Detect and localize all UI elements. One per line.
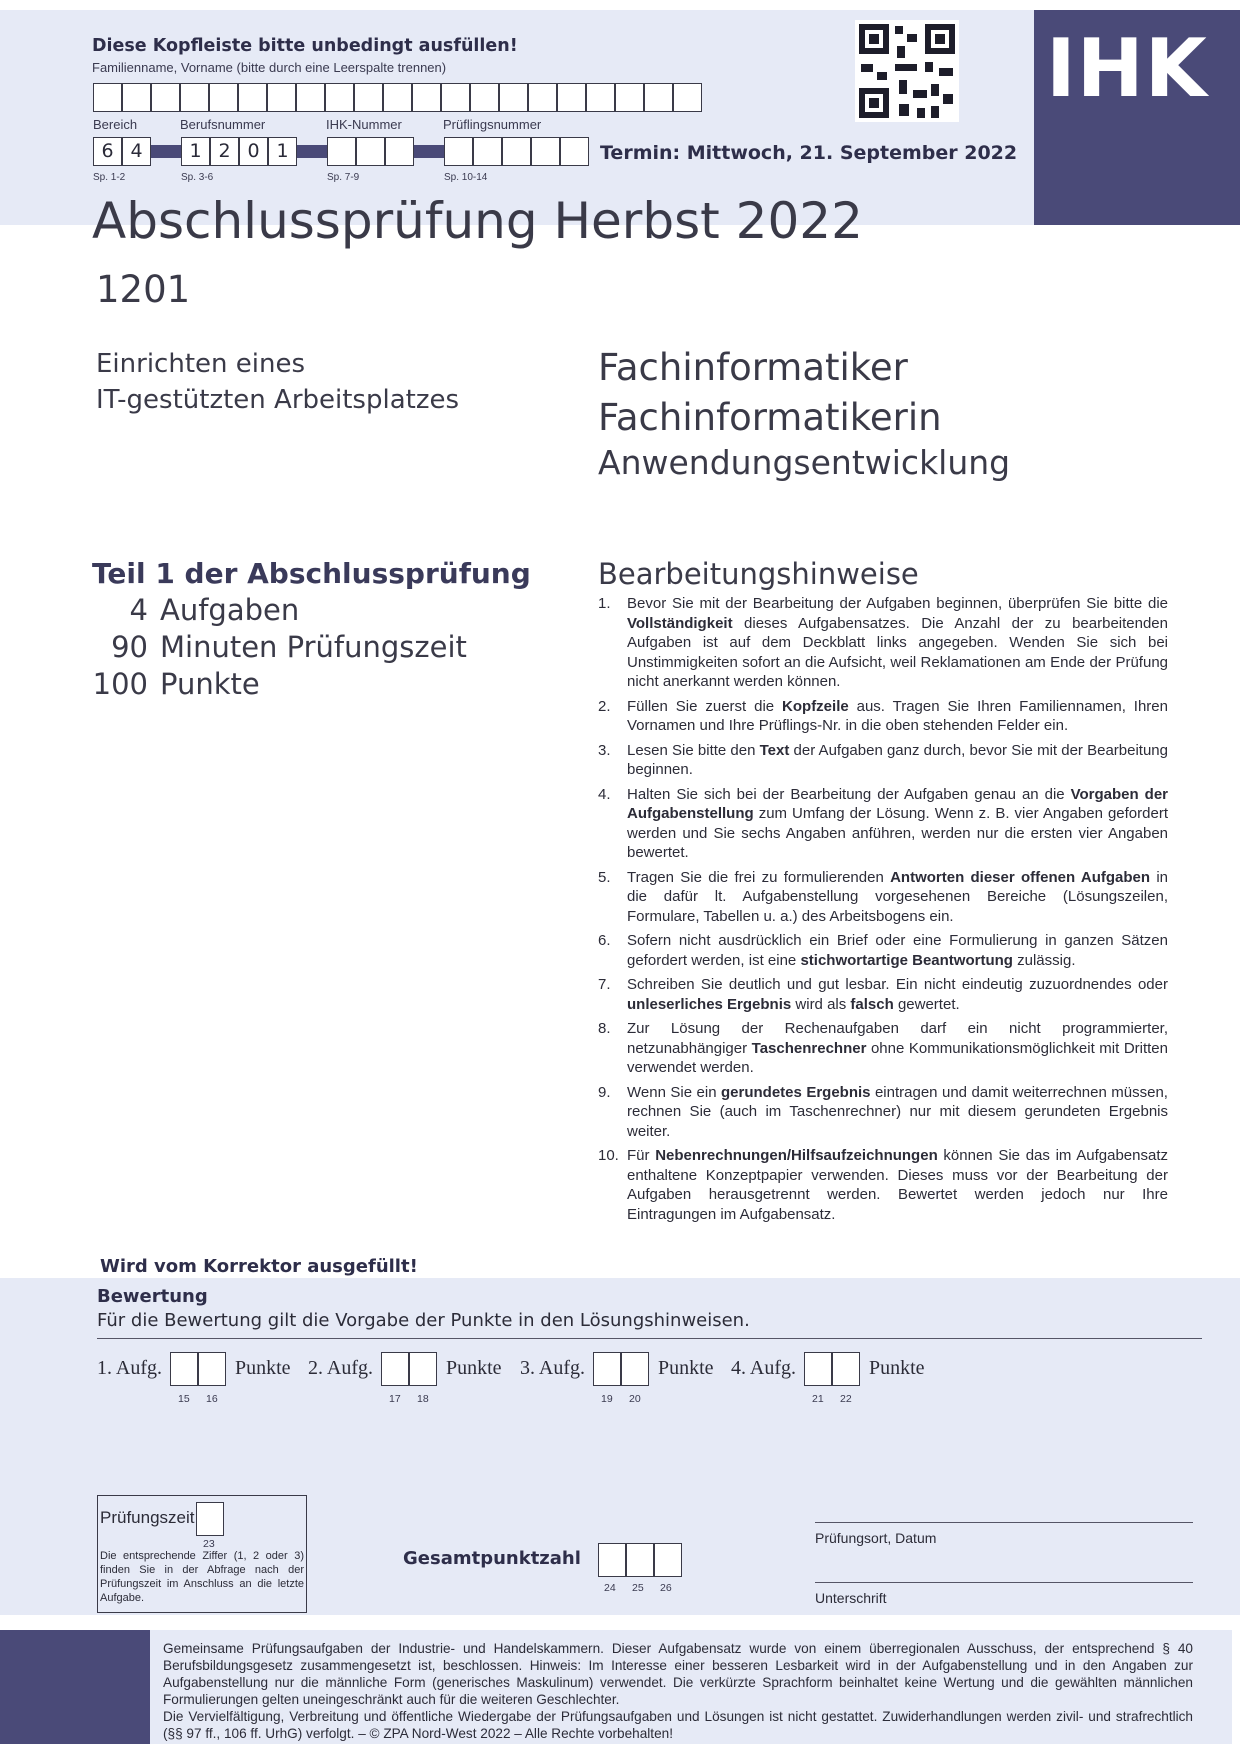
aufgabe-label: 1. Aufg. [97, 1357, 162, 1379]
ihk-nummer-label: IHK-Nummer [326, 117, 402, 132]
unterschrift-line[interactable] [815, 1582, 1193, 1583]
beruf-digit-1: 1 [181, 137, 210, 166]
ihk-digit-1[interactable] [327, 137, 356, 166]
hinweis-number: 2. [598, 697, 611, 715]
bereich-digit-2: 4 [122, 137, 151, 166]
punkte-label: Punkte [235, 1357, 291, 1379]
aufgabe-score-box[interactable] [381, 1352, 409, 1386]
hinweis-emphasis: Kopfzeile [782, 697, 849, 715]
hinweis-text: wird als [791, 995, 851, 1013]
gesamt-col-2: 25 [632, 1582, 644, 1594]
hinweis-text: ohne Kommunikationsmöglichkeit mit Dritten verwendet werden. [627, 1039, 1168, 1076]
gesamt-col-3: 26 [660, 1582, 672, 1594]
hinweis-text: gewertet. [893, 995, 960, 1013]
name-letter-box[interactable] [151, 83, 180, 112]
hinweis-text: der Aufgaben ganz durch, bevor Sie mit der Bearbeitung beginnen. [627, 741, 1168, 778]
name-letter-box[interactable] [180, 83, 209, 112]
hinweis-text: zum Umfang der Lösung. Wenn z. B. vier Angaben gefordert werden und Sie sechs Angaben anführen, werden nur die ersten vier Angaben bewertet. [627, 805, 1168, 861]
bereich-digit-1: 6 [93, 137, 122, 166]
hinweis-number: 9. [598, 1083, 611, 1101]
pruefling-digit-3[interactable] [502, 137, 531, 166]
hinweis-emphasis: Vollständigkeit [627, 614, 733, 632]
name-letter-box[interactable] [354, 83, 383, 112]
bewertung-note: Für die Bewertung gilt die Vorgabe der Punkte in den Lösungshinweisen. [97, 1310, 750, 1331]
hinweis-item [598, 1146, 1168, 1224]
hinweis-emphasis: falsch [850, 995, 894, 1013]
separator-bar [297, 145, 327, 158]
hinweis-number: 8. [598, 1020, 611, 1037]
ihk-digit-2[interactable] [356, 137, 385, 166]
hinweis-text: Lesen Sie bitte den [627, 741, 760, 759]
hinweis-text: eintragen und damit weiterrechnen müssen, rechnen Sie (auch im Taschenrechner) nur mit diesem gerundeten Ergebnis weiter. [627, 1083, 1168, 1140]
footer-accent [0, 1630, 150, 1744]
name-letter-box[interactable] [586, 83, 615, 112]
hinweis-number: 1. [598, 595, 611, 612]
name-letter-box[interactable] [441, 83, 470, 112]
name-letter-box[interactable] [412, 83, 441, 112]
name-label: Familienname, Vorname (bitte durch eine Leerspalte trennen) [92, 60, 447, 75]
separator-bar [414, 145, 444, 158]
sp-ihk: Sp. 7-9 [327, 172, 360, 183]
name-letter-box[interactable] [557, 83, 586, 112]
termin-date: Termin: Mittwoch, 21. September 2022 [600, 142, 1018, 164]
footer-line-1: Gemeinsame Prüfungsaufgaben der Industrie- und Handelskammern. Dieser Aufgabensatz wurde von einem überregionalen Ausschuss, der entsprechend § 40 Berufsbildungsgesetz zusammengesetzt ist, beschlossen. Hinweis: Im Interesse einer besseren Lesbarkeit wird in der Aufgabenstellung und in den Angaben zur Aufgabenstellung nur die männliche Form (generisches Maskulinum) verwendet. Die verkürzte Sprachform beinhaltet keine Wertung und die gewählten männlichen Formulierungen gelten uneingeschränkt auch für die weiteren Geschlechter. [163, 1641, 1193, 1707]
hinweis-text: Sofern nicht ausdrücklich ein Brief oder eine Formulierung in ganzen Sätzen gefordert werden, ist eine [627, 932, 1168, 969]
teil-text-punkte: Punkte [160, 667, 260, 701]
punkte-label: Punkte [446, 1357, 502, 1379]
hinweis-emphasis: stichwortartige Beantwortung [800, 951, 1013, 969]
job-title-female: Fachinformatikerin [598, 396, 942, 439]
pruefling-digit-1[interactable] [444, 137, 473, 166]
ort-datum-label: Prüfungsort, Datum [815, 1530, 937, 1546]
pruefling-digit-2[interactable] [473, 137, 502, 166]
name-letter-box[interactable] [325, 83, 354, 112]
name-letter-box[interactable] [267, 83, 296, 112]
teil-count-minuten: 90 [111, 630, 148, 664]
teil-count-punkte: 100 [92, 667, 148, 701]
aufgabe-score-box[interactable] [832, 1352, 860, 1386]
ort-datum-line[interactable] [815, 1522, 1193, 1523]
hinweis-text: Für [627, 1147, 656, 1164]
hinweis-emphasis: Taschenrechner [751, 1039, 867, 1057]
aufgabe-col-number: 18 [417, 1393, 429, 1405]
kopfleiste-title: Diese Kopfleiste bitte unbedingt ausfüllen! [92, 36, 518, 56]
pruefungszeit-col: 23 [203, 1538, 215, 1550]
hinweis-number: 4. [598, 785, 611, 803]
hinweis-number: 5. [598, 868, 611, 886]
teil-title: Teil 1 der Abschlussprüfung [92, 557, 531, 590]
footer-line-2: Die Vervielfältigung, Verbreitung und öffentliche Wiedergabe der Prüfungsaufgaben und Lösungen ist nicht gestattet. Zuwiderhandlungen werden zivil- und strafrechtlich (§§ 97 ff., 106 ff. UrhG) verfolgt. – © ZPA Nord-West 2022 – Alle Rechte vorbehalten! [163, 1709, 1193, 1741]
hinweis-item [598, 975, 1168, 1014]
name-letter-box[interactable] [528, 83, 557, 112]
aufgabe-col-number: 21 [812, 1393, 824, 1405]
hinweis-text: Füllen Sie zuerst die [627, 697, 783, 715]
hinweis-emphasis: Text [759, 741, 790, 759]
hinweis-item [598, 1019, 1168, 1078]
ihk-logo [1034, 10, 1240, 225]
hinweis-number: 7. [598, 976, 611, 993]
punkte-label: Punkte [869, 1357, 925, 1379]
teil-text-aufgaben: Aufgaben [160, 593, 300, 627]
sp-beruf: Sp. 3-6 [181, 172, 214, 183]
ihk-digit-3[interactable] [385, 137, 414, 166]
hinweis-text: Wenn Sie ein [627, 1083, 721, 1101]
name-letter-box[interactable] [615, 83, 644, 112]
exam-subject-line-1: Einrichten eines [96, 349, 305, 379]
hinweis-emphasis: unleserliches Ergebnis [627, 995, 792, 1013]
page-title: Abschlussprüfung Herbst 2022 [92, 192, 863, 250]
aufgabe-col-number: 22 [840, 1393, 852, 1405]
pruefungszeit-label: Prüfungszeit [100, 1508, 195, 1527]
gesamtpunktzahl-label: Gesamtpunktzahl [403, 1548, 581, 1569]
bewertung-title: Bewertung [97, 1286, 208, 1307]
aufgabe-score-box[interactable] [409, 1352, 437, 1386]
hinweis-item [598, 868, 1168, 927]
hinweise-title: Bearbeitungshinweise [598, 557, 919, 591]
name-letter-box[interactable] [470, 83, 499, 112]
aufgabe-score-box[interactable] [170, 1352, 198, 1386]
aufgabe-col-number: 15 [178, 1393, 190, 1405]
unterschrift-label: Unterschrift [815, 1590, 887, 1606]
hinweis-text: Bevor Sie mit der Bearbeitung der Aufgaben beginnen, überprüfen Sie bitte die [627, 595, 1168, 612]
pruefling-label: Prüflingsnummer [443, 117, 542, 132]
hinweis-item [598, 1083, 1168, 1142]
name-letter-box[interactable] [644, 83, 673, 112]
aufgabe-label: 2. Aufg. [308, 1357, 373, 1379]
job-title-block [598, 343, 1010, 483]
bereich-label: Bereich [93, 117, 138, 132]
hinweis-number: 3. [598, 741, 611, 759]
hinweis-emphasis: gerundetes Ergebnis [721, 1083, 871, 1101]
hinweis-emphasis: Antworten dieser offenen Aufgaben [890, 868, 1151, 886]
hinweis-text: aus. Tragen Sie Ihren Familiennamen, Ihren Vornamen und Ihre Prüflings-Nr. in die oben stehenden Felder ein. [627, 697, 1168, 734]
name-letter-box[interactable] [238, 83, 267, 112]
aufgabe-col-number: 19 [601, 1393, 613, 1405]
sp-pruefling: Sp. 10-14 [444, 172, 488, 183]
hinweis-text: Zur Lösung der Rechenaufgaben darf ein nicht programmierter, netzunabhängiger [627, 1020, 1168, 1057]
hinweise-list [598, 594, 1168, 1229]
aufgabe-label: 3. Aufg. [520, 1357, 585, 1379]
pruefling-digit-5[interactable] [560, 137, 589, 166]
name-letter-box[interactable] [673, 83, 702, 112]
aufgabe-col-number: 16 [206, 1393, 218, 1405]
punkte-label: Punkte [658, 1357, 714, 1379]
qr-code-icon [855, 20, 959, 122]
hinweis-text: dieses Aufgabensatzes. Die Anzahl der zu bearbeitenden Aufgaben ist auf dem Deckblatt links angegeben. Wenden Sie sich bei Unstimmigkeiten sofort an die Aufsicht, weil Reklamationen am Ende der Prüfung nicht anerkannt werden können. [627, 614, 1168, 690]
beruf-digit-4: 1 [268, 137, 297, 166]
hinweis-text: Schreiben Sie deutlich und gut lesbar. Ein nicht eindeutig zuzuordnendes oder [627, 976, 1168, 993]
hinweis-text: Halten Sie sich bei der Bearbeitung der Aufgaben genau an die [627, 785, 1071, 803]
name-letter-box[interactable] [296, 83, 325, 112]
hinweis-text: in die dafür lt. Aufgabenstellung vorgesehenen Bereiche (Lösungszeilen, Formulare, Tabellen u. a.) des Arbeitsbogens ein. [627, 868, 1169, 925]
hinweis-text: Tragen Sie die frei zu formulierenden [627, 868, 891, 886]
exam-code: 1201 [96, 268, 191, 311]
aufgabe-score-box[interactable] [198, 1352, 226, 1386]
aufgabe-col-number: 17 [389, 1393, 401, 1405]
name-letter-box[interactable] [209, 83, 238, 112]
hinweis-item [598, 931, 1168, 970]
name-letter-box[interactable] [122, 83, 151, 112]
gesamt-col-1: 24 [604, 1582, 616, 1594]
hinweis-emphasis: Nebenrechnungen/Hilfsaufzeichnungen [655, 1147, 938, 1164]
job-specialization: Anwendungsentwicklung [598, 443, 1011, 482]
ihk-logo-text: IHK [1046, 22, 1208, 115]
hinweis-number: 6. [598, 932, 611, 949]
pruefling-digit-4[interactable] [531, 137, 560, 166]
sp-bereich: Sp. 1-2 [93, 172, 126, 183]
gesamt-box-1[interactable] [598, 1543, 626, 1577]
hinweis-number: 10. [598, 1147, 619, 1164]
footer-legal [163, 1640, 1193, 1742]
exam-subject [96, 346, 459, 418]
korrektor-note: Wird vom Korrektor ausgefüllt! [100, 1256, 418, 1277]
aufgabe-label: 4. Aufg. [731, 1357, 796, 1379]
pruefungszeit-box[interactable] [196, 1502, 224, 1536]
hinweis-item [598, 741, 1168, 780]
aufgabe-score-box[interactable] [621, 1352, 649, 1386]
hinweis-item [598, 785, 1168, 863]
hinweis-text: können Sie das im Aufgabensatz enthaltene Konzeptpapier verwenden. Dieses muss vor der Bearbeitung der Aufgaben herausgetrennt werden. Bewertet werden jedoch nur Ihre Eintragungen im Aufgabensatz. [627, 1147, 1169, 1223]
divider [97, 1338, 1202, 1339]
aufgabe-score-box[interactable] [593, 1352, 621, 1386]
aufgabe-score-box[interactable] [804, 1352, 832, 1386]
separator-bar [151, 145, 181, 158]
beruf-digit-2: 2 [210, 137, 239, 166]
beruf-digit-3: 0 [239, 137, 268, 166]
pruefungszeit-desc: Die entsprechende Ziffer (1, 2 oder 3) finden Sie in der Abfrage nach der Prüfungszeit im Anschluss an die letzte Aufgabe. [100, 1550, 304, 1604]
hinweis-item [598, 594, 1168, 692]
job-title-male: Fachinformatiker [598, 346, 908, 389]
berufsnummer-label: Berufsnummer [180, 117, 266, 132]
gesamt-box-3[interactable] [654, 1543, 682, 1577]
teil-text-minuten: Minuten Prüfungszeit [160, 630, 467, 664]
name-letter-box[interactable] [93, 83, 122, 112]
exam-subject-line-2: IT-gestützten Arbeitsplatzes [96, 385, 460, 415]
aufgabe-col-number: 20 [629, 1393, 641, 1405]
hinweis-item [598, 697, 1168, 736]
hinweis-emphasis: Vorgaben der Aufgabenstellung [627, 785, 1168, 822]
name-letter-box[interactable] [383, 83, 412, 112]
teil-count-aufgaben: 4 [129, 593, 148, 627]
name-letter-box[interactable] [499, 83, 528, 112]
gesamt-box-2[interactable] [626, 1543, 654, 1577]
hinweis-text: zulässig. [1012, 951, 1076, 969]
